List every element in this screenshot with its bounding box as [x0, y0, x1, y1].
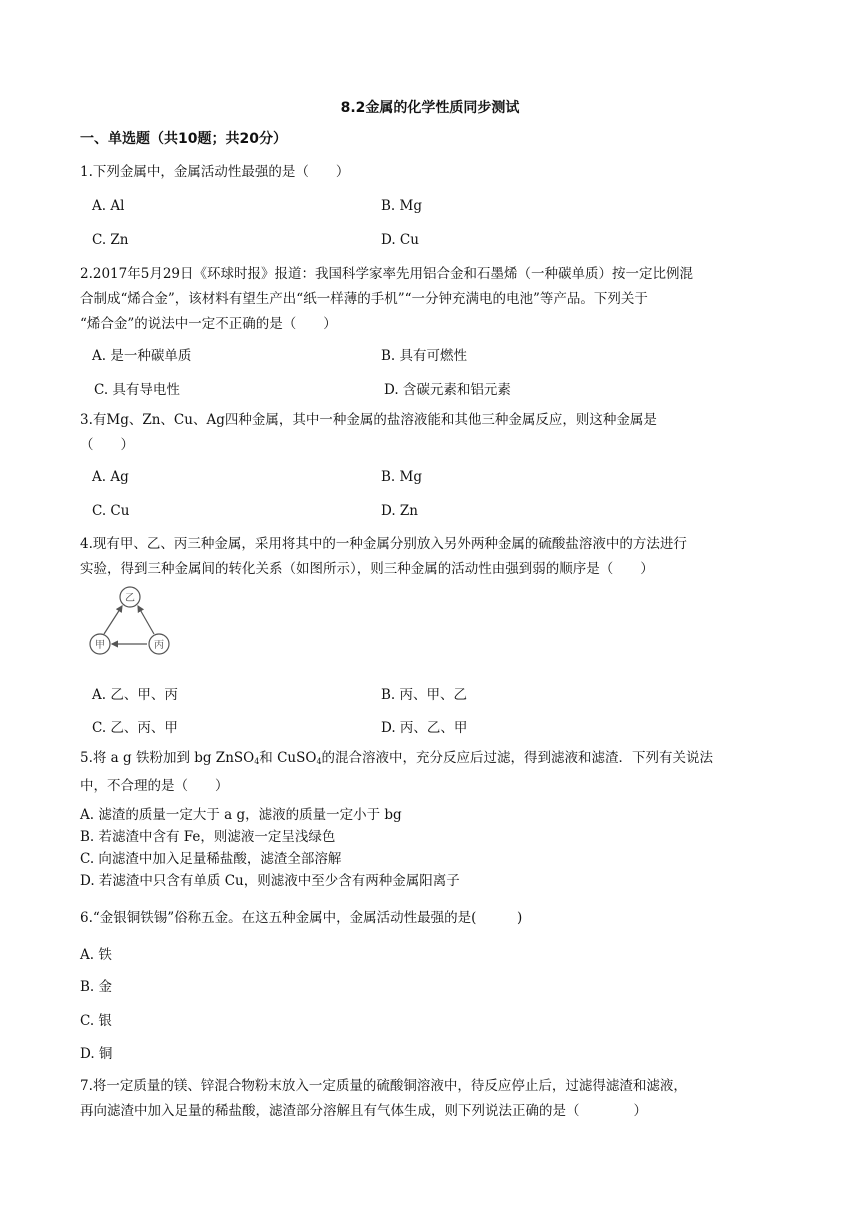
- question-5-option-d[interactable]: D. 若滤渣中只含有单质 Cu，则滤液中至少含有两种金属阳离子: [80, 873, 460, 889]
- question-3-line-1: 3.有Mg、Zn、Cu、Ag四种金属，其中一种金属的盐溶液能和其他三种金属反应，则这种金属是: [80, 412, 657, 428]
- question-7-line-1: 7.将一定质量的镁、锌混合物粉末放入一定质量的硫酸铜溶液中，待反应停止后，过滤得滤渣和滤液，: [80, 1078, 687, 1094]
- question-4-option-b[interactable]: B. 丙、甲、乙: [381, 687, 468, 703]
- question-7-line-2: 再向滤渣中加入足量的稀盐酸，滤渣部分溶解且有气体生成，则下列说法正确的是（ ）: [80, 1103, 647, 1119]
- question-5-option-c[interactable]: C. 向滤渣中加入足量稀盐酸，滤渣全部溶解: [80, 851, 342, 867]
- question-5-stem: [80, 746, 770, 799]
- question-5-line-2: 中，不合理的是（ ）: [80, 778, 229, 794]
- node-jia-label: 甲: [95, 640, 105, 651]
- question-5-line-1: 5.将 a g 铁粉加到 bg ZnSO$_4$和 CuSO$_4$的混合溶液中，充分反应后过滤，得到滤液和滤渣．下列有关说法: [80, 750, 714, 766]
- question-4-stem: [80, 532, 770, 582]
- question-4-option-d[interactable]: D. 丙、乙、甲: [381, 720, 468, 736]
- question-5-options: [80, 804, 460, 892]
- question-6-option-d[interactable]: D. 铜: [80, 1046, 113, 1062]
- question-3-stem: [80, 408, 770, 458]
- question-6-option-a[interactable]: A. 铁: [80, 947, 112, 963]
- question-2-option-a[interactable]: A. 是一种碳单质: [92, 348, 192, 364]
- question-2-option-d[interactable]: D. 含碳元素和铝元素: [384, 382, 511, 398]
- question-2-line-3: “烯合金”的说法中一定不正确的是（ ）: [80, 316, 337, 332]
- question-6-option-c[interactable]: C. 银: [80, 1013, 112, 1029]
- question-3-option-d[interactable]: D. Zn: [381, 503, 418, 519]
- question-3-line-2: （ ）: [80, 437, 134, 453]
- page-title: 8.2金属的化学性质同步测试: [340, 100, 520, 116]
- question-2-line-2: 合制成“烯合金”，该材料有望生产出“纸一样薄的手机”“一分钟充满电的电池”等产品。下列关于: [80, 291, 648, 307]
- question-4-line-1: 4.现有甲、乙、丙三种金属，采用将其中的一种金属分别放入另外两种金属的硫酸盐溶液中的方法进行: [80, 536, 687, 552]
- question-2-line-1: 2.2017年5月29日《环球时报》报道：我国科学家率先用铝合金和石墨烯（一种碳单质）按一定比例混: [80, 266, 694, 282]
- question-5-option-b[interactable]: B. 若滤渣中含有 Fe，则滤液一定呈浅绿色: [80, 829, 336, 845]
- metal-conversion-diagram: [84, 584, 176, 660]
- question-2-option-b[interactable]: B. 具有可燃性: [381, 348, 468, 364]
- question-3-option-b[interactable]: B. Mg: [381, 469, 422, 485]
- question-2-stem: [80, 262, 770, 337]
- question-3-option-c[interactable]: C. Cu: [92, 503, 130, 519]
- section-heading: 一、单选题（共10题；共20分）: [80, 131, 287, 147]
- question-4-option-c[interactable]: C. 乙、丙、甲: [92, 720, 178, 736]
- question-1-stem: 1.下列金属中，金属活动性最强的是（ ）: [80, 164, 350, 180]
- question-7-stem: [80, 1074, 770, 1124]
- question-3-option-a[interactable]: A. Ag: [92, 469, 129, 485]
- question-6-option-b[interactable]: B. 金: [80, 979, 113, 995]
- question-4-line-2: 实验，得到三种金属间的转化关系（如图所示），则三种金属的活动性由强到弱的顺序是（ ）: [80, 561, 654, 577]
- arrow-bing-to-yi: [138, 606, 154, 634]
- question-4-option-a[interactable]: A. 乙、甲、丙: [92, 687, 178, 703]
- arrow-jia-to-yi: [104, 606, 122, 634]
- question-5-option-a[interactable]: A. 滤渣的质量一定大于 a g，滤液的质量一定小于 bg: [80, 807, 402, 823]
- question-1-option-c[interactable]: C. Zn: [92, 232, 129, 248]
- node-yi-label: 乙: [125, 593, 135, 604]
- question-2-option-c[interactable]: C. 具有导电性: [94, 382, 180, 398]
- node-bing-label: 丙: [154, 640, 164, 651]
- question-6-stem: 6.“金银铜铁锡”俗称五金。在这五种金属中，金属活动性最强的是( ): [80, 910, 523, 926]
- question-1-option-b[interactable]: B. Mg: [381, 198, 422, 214]
- question-1-option-d[interactable]: D. Cu: [381, 232, 419, 248]
- question-1-option-a[interactable]: A. Al: [92, 198, 125, 214]
